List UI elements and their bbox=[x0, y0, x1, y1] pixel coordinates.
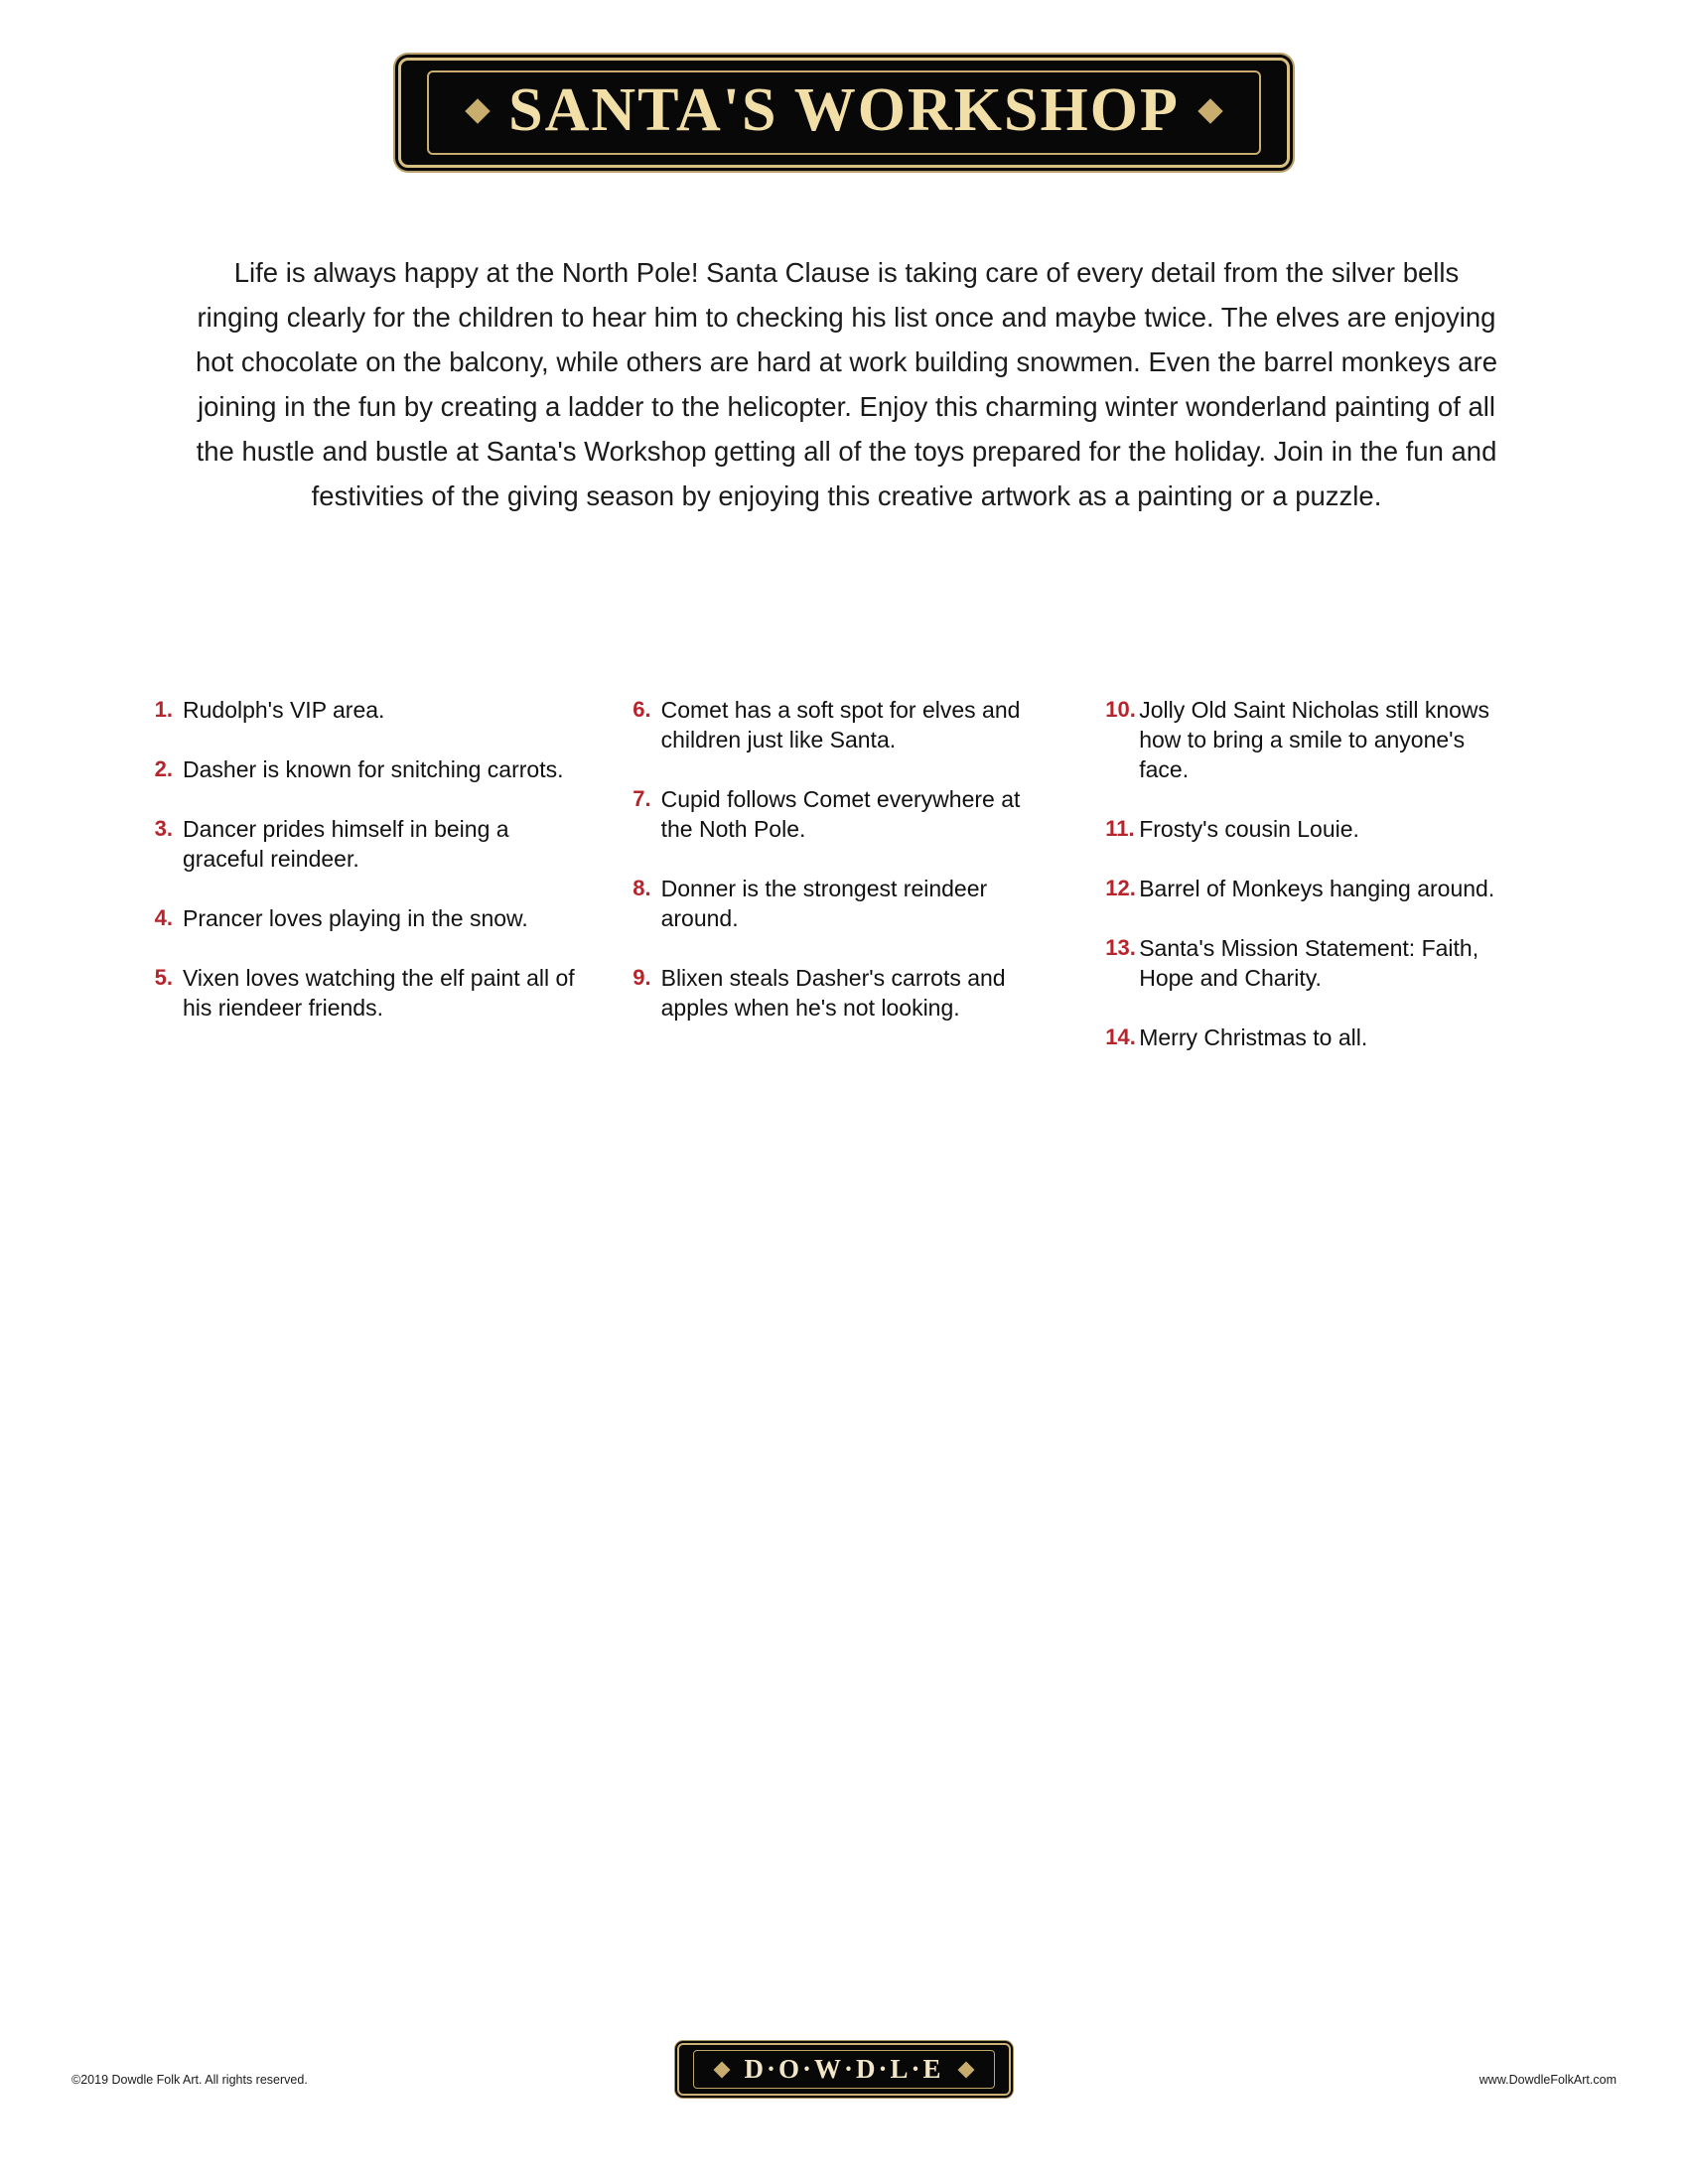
page-footer bbox=[0, 2043, 1688, 2113]
legend-text: Jolly Old Saint Nicholas still knows how to bring a smile to anyone's face. bbox=[1139, 697, 1490, 782]
list-item bbox=[628, 874, 1047, 933]
legend-number: 11. bbox=[1105, 816, 1135, 841]
legend-text: Merry Christmas to all. bbox=[1139, 1024, 1368, 1050]
legend-number: 13. bbox=[1105, 935, 1136, 960]
legend-number: 14. bbox=[1105, 1024, 1136, 1049]
diamond-ornament-right-icon bbox=[1197, 98, 1222, 123]
brand-plaque bbox=[677, 2043, 1010, 2096]
legend-text: Santa's Mission Statement: Faith, Hope and Charity. bbox=[1139, 935, 1479, 991]
title-banner bbox=[0, 58, 1688, 168]
legend-number: 4. bbox=[154, 905, 173, 930]
legend-number: 8. bbox=[633, 876, 651, 900]
legend-text: Barrel of Monkeys hanging around. bbox=[1139, 876, 1495, 901]
legend-text: Donner is the strongest reindeer around. bbox=[660, 876, 988, 931]
legend-number: 5. bbox=[154, 965, 173, 990]
legend-number: 9. bbox=[633, 965, 651, 990]
list-item bbox=[1105, 874, 1509, 903]
brand-plaque-inner bbox=[693, 2050, 994, 2089]
legend-text: Dasher is known for snitching carrots. bbox=[183, 756, 564, 782]
list-item bbox=[149, 963, 583, 1023]
list-item bbox=[149, 754, 583, 784]
list-item bbox=[1105, 695, 1509, 784]
legend-text: Cupid follows Comet everywhere at the Noth Pole. bbox=[660, 786, 1021, 842]
list-item bbox=[1105, 1023, 1509, 1052]
diamond-ornament-left-icon bbox=[465, 98, 490, 123]
legend-number: 12. bbox=[1105, 876, 1136, 900]
legend-number: 7. bbox=[633, 786, 651, 811]
legend-text: Frosty's cousin Louie. bbox=[1139, 816, 1359, 842]
legend-text: Rudolph's VIP area. bbox=[183, 697, 385, 723]
legend-number: 6. bbox=[633, 697, 651, 722]
legend-number: 2. bbox=[154, 756, 173, 781]
legend-column-2 bbox=[613, 695, 1076, 1082]
legend-text: Dancer prides himself in being a graceful reindeer. bbox=[183, 816, 509, 872]
list-item bbox=[149, 814, 583, 874]
legend-number: 3. bbox=[154, 816, 173, 841]
diamond-ornament-right-icon bbox=[957, 2061, 974, 2078]
description-paragraph: Life is always happy at the North Pole! Santa Clause is taking care of every detail from the silver bells ringing clearly for the children to hear him to checking his list once and maybe twice. The elves are enjoying hot chocolate on the balcony, while others are hard at work building snowmen. Even the barrel monkeys are joining in the fun by creating a ladder to the helicopter. Enjoy this charming winter wonderland painting of all the hustle and bustle at Santa's Workshop getting all of the toys prepared for the holiday. Join in the fun and festivities of the giving season by enjoying this creative artwork as a painting or a puzzle. bbox=[195, 257, 1498, 511]
list-item bbox=[628, 963, 1047, 1023]
brand-logo bbox=[0, 2043, 1688, 2096]
list-item bbox=[149, 903, 583, 933]
legend-text: Prancer loves playing in the snow. bbox=[183, 905, 528, 931]
list-item bbox=[1105, 814, 1509, 844]
legend-column-3 bbox=[1075, 695, 1539, 1082]
legend-number: 1. bbox=[154, 697, 173, 722]
legend-text: Comet has a soft spot for elves and children just like Santa. bbox=[660, 697, 1021, 752]
list-item bbox=[628, 784, 1047, 844]
legend-list bbox=[149, 695, 1539, 1082]
legend-text: Blixen steals Dasher's carrots and apples when he's not looking. bbox=[660, 965, 1006, 1021]
website-url[interactable]: www.DowdleFolkArt.com bbox=[1478, 2073, 1617, 2087]
legend-text: Vixen loves watching the elf paint all of his riendeer friends. bbox=[183, 965, 575, 1021]
legend-number: 10. bbox=[1105, 697, 1136, 722]
copyright-text: ©2019 Dowdle Folk Art. All rights reserved. bbox=[71, 2073, 308, 2087]
brand-name: D·O·W·D·L·E bbox=[744, 2054, 944, 2084]
title-plaque-inner bbox=[427, 70, 1261, 155]
page-title: SANTA'S WORKSHOP bbox=[508, 76, 1180, 144]
diamond-ornament-left-icon bbox=[714, 2061, 731, 2078]
title-plaque bbox=[398, 58, 1290, 168]
list-item bbox=[149, 695, 583, 725]
list-item bbox=[628, 695, 1047, 754]
legend-column-1 bbox=[149, 695, 613, 1082]
list-item bbox=[1105, 933, 1509, 993]
